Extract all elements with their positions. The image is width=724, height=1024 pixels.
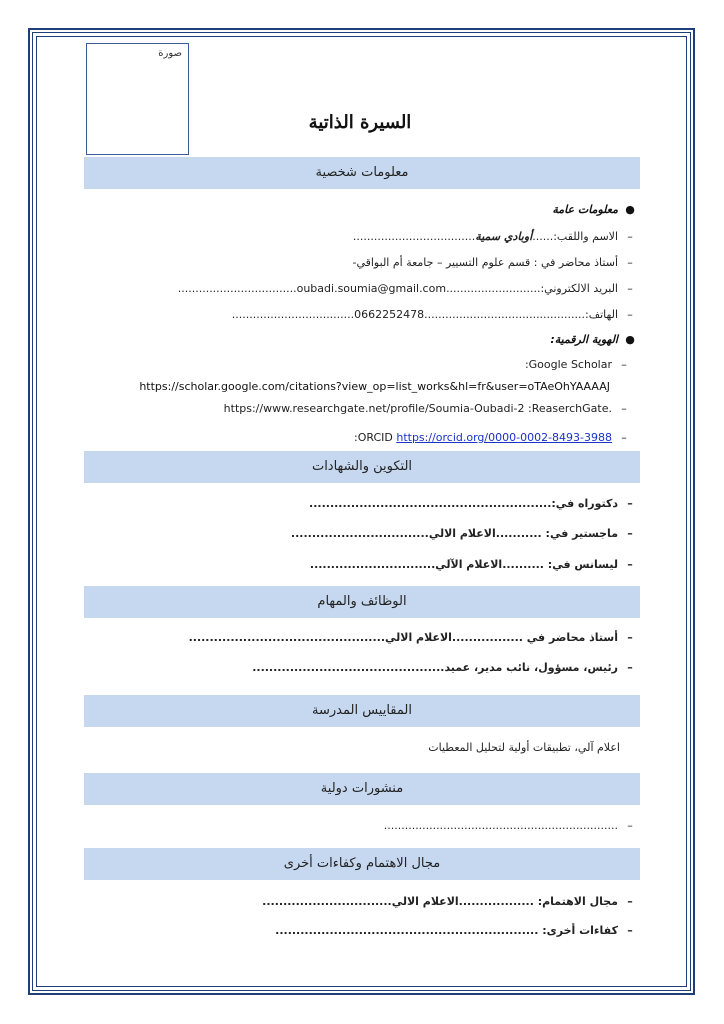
publication-line: –................................................................... [384, 819, 638, 832]
orcid-link[interactable]: https://orcid.org/0000-0002-8493-3988 [396, 431, 612, 444]
phd-line: –دكتوراه في:.......................................................... [309, 497, 638, 510]
researchgate-line [224, 402, 632, 415]
dash-icon: – [627, 256, 633, 269]
dash-icon: – [627, 631, 633, 644]
position-line: –أستاذ محاضر في : قسم علوم التسيير – جامعة أم البواقي- [352, 256, 638, 269]
section-interests-header: مجال الاهتمام وكفاءات أخرى [84, 848, 640, 880]
photo-placeholder [86, 43, 189, 155]
interest-line: –مجال الاهتمام: ..................الاعلام الالي............................... [262, 895, 638, 908]
email-line: –البريد الالكتروني:...........................oubadi.soumia@gmail.com.................................. [178, 282, 638, 295]
dash-icon: – [627, 819, 633, 832]
email-value: oubadi.soumia@gmail.com [296, 282, 447, 295]
scholar-line: –:Google Scholar [525, 358, 632, 371]
dash-icon: – [627, 527, 633, 540]
section-jobs-header: الوظائف والمهام [84, 586, 640, 618]
dash-icon: – [627, 661, 633, 674]
dash-icon: – [621, 358, 627, 371]
page-title: السيرة الذاتية [308, 112, 412, 133]
licence-line: –ليسانس في: ..........الاعلام الآلي.............................. [310, 558, 638, 571]
scholar-url[interactable]: https://scholar.google.com/citations?view_op=list_works&hl=fr&user=oTAeOhYAAAAJ [139, 380, 610, 393]
photo-label: صورة [158, 48, 182, 59]
master-line: –ماجستير في: ...........الاعلام الالي................................. [291, 527, 638, 540]
section-publications-header: منشورات دولية [84, 773, 640, 805]
section-education-header: التكوين والشهادات [84, 451, 640, 483]
researchgate-url[interactable]: https://www.researchgate.net/profile/Soumia-Oubadi-2 :ReaserchGate. [223, 402, 612, 415]
general-info-heading: ●معلومات عامة [552, 203, 638, 216]
name-value: أوبادي سمية [475, 230, 533, 243]
courses-line: اعلام آلي، تطبيقات أولية لتحليل المعطيات [428, 741, 620, 754]
orcid-line: –:ORCID https://orcid.org/0000-0002-8493-3988 [354, 431, 632, 444]
dash-icon: – [627, 895, 633, 908]
bullet-icon: ● [625, 333, 635, 346]
job-line-1: –أستاذ محاضر في .................الاعلام الالي............................................... [189, 631, 638, 644]
dash-icon: – [627, 558, 633, 571]
phone-line: –الهاتف:..............................................0662252478................................... [232, 308, 638, 321]
dash-icon: – [627, 497, 633, 510]
section-personal-header: معلومات شخصية [84, 157, 640, 189]
bullet-icon: ● [625, 203, 635, 216]
dash-icon: – [627, 230, 633, 243]
digital-id-heading: ●الهوية الرقمية: [550, 333, 638, 346]
dash-icon: – [621, 431, 627, 444]
phone-value: 0662252478 [354, 308, 425, 321]
dash-icon: – [627, 282, 633, 295]
section-courses-header: المقاييس المدرسة [84, 695, 640, 727]
other-skills-line: –كفاءات أخرى: ............................................................... [275, 924, 638, 937]
job-line-2: –رئيس، مسؤول، نائب مدير، عميد.............................................. [252, 661, 638, 674]
dash-icon: – [621, 402, 627, 415]
name-line: –الاسم واللقب:......أوبادي سمية................................... [353, 230, 638, 243]
dash-icon: – [627, 924, 633, 937]
dash-icon: – [627, 308, 633, 321]
